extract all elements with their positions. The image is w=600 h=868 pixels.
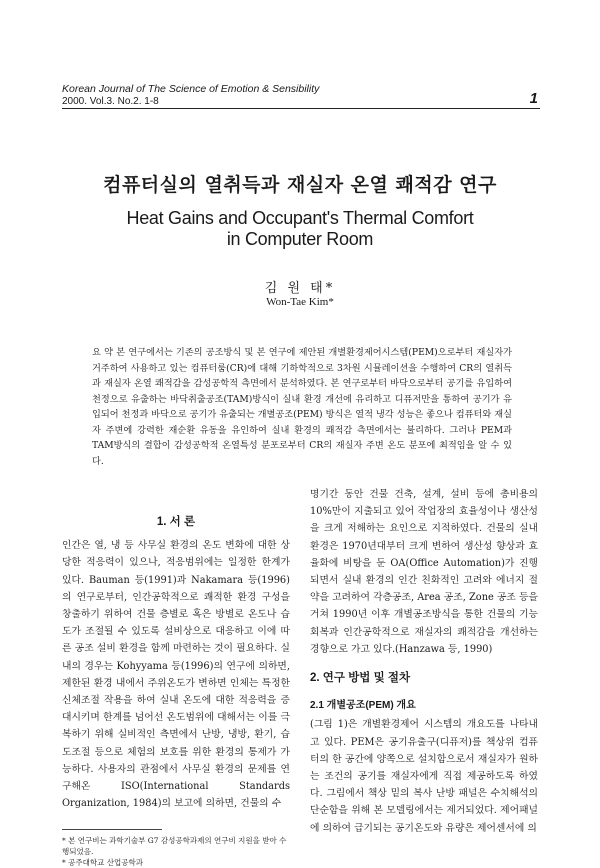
subsection-heading-pem: 2.1 개별공조(PEM) 개요 bbox=[310, 700, 416, 712]
journal-issue: 2000. Vol.3. No.2. 1-8 bbox=[62, 96, 159, 107]
footnotes bbox=[62, 835, 290, 868]
footnote-affiliation: * 공주대학교 산업공학과 bbox=[62, 858, 143, 867]
abstract: 요 약 본 연구에서는 기존의 공조방식 및 본 연구에 제안된 개별환경제어시스템(PEM)으로부터 재실자가 거주하여 사용하고 있는 컴퓨터룸(CR)에 대해 기하학적으로 3차원 시뮬레이션을 수행하여 CR의 열취득과 재실자 온열 쾌적감을 감성공학적 측면에서 분석하였다. 본 연구로부터 바닥으로부터 공기를 유입하여 천정으로 유출하는 바닥취출공조(TAM)방식이 실내 환경 개선에 유리하고 디퓨저만을 통하여 공기가 유입되어 천정과 바닥으로 공기가 유출되는 개별공조(PEM) 방식은 열적 냉각 성능은 좋으나 컴퓨터와 재실자 주변에 강력한 재순환 유동을 유인하여 실내 환경의 쾌적감 측면에서는 불리하다. 그러나 PEM과 TAM방식의 결합이 감성공학적 온열특성 분포로부터 CR의 재실자 주변 온도 분포에 최적임을 알 수 있다. bbox=[92, 347, 512, 467]
author-name-korean: 김 원 태* bbox=[264, 281, 336, 296]
section-heading-introduction: 1. 서 론 bbox=[156, 516, 196, 528]
body-paragraph: (그림 1)은 개별환경제어 시스템의 개요도를 나타내고 있다. PEM은 공기유출구(디퓨저)를 책상위 컴퓨터의 한 공간에 양쪽으로 설치함으로서 재실자가 원하는 조건의 공기를 재실자에게 직접 제공하도록 하였다. 그림에서 책상 밑의 복사 난방 패널은 수치해석의 단순함을 위해 본 모델링에서는 제거되었다. 제어패널에 의하여 급기되는 공기온도와 유량은 제어센서에 의 bbox=[310, 719, 538, 834]
left-column bbox=[62, 514, 290, 812]
section-heading-methods: 2. 연구 방법 및 절차 bbox=[310, 672, 411, 685]
right-column bbox=[310, 486, 538, 837]
paper-title-english-line2: in Computer Room bbox=[226, 229, 374, 249]
paper-title-korean: 컴퓨터실의 열취득과 재실자 온열 쾌적감 연구 bbox=[103, 174, 497, 196]
author-name-english: Won-Tae Kim* bbox=[266, 296, 334, 308]
page-number: 1 bbox=[529, 90, 538, 107]
header-divider bbox=[62, 108, 540, 109]
paper-title-english-line1: Heat Gains and Occupant's Thermal Comfort bbox=[126, 208, 474, 228]
body-paragraph: 인간은 열, 냉 등 사무실 환경의 온도 변화에 대한 상당한 적응력이 있으나, 적응범위에는 일정한 한계가 있다. Bauman 등(1991)과 Nakamara 등(1996)의 연구로부터, 인간공학적으로 쾌적한 환경 구성을 창출하기 위하여 건물 층별로 혹은 방별로 온도나 습도가 조절될 수 있도록 설비상으로 대응하고 이에 따른 공조 설비 환경을 함께 마련하는 것이 필요하다. 실내의 경우는 Kohyyama 등(1996)의 연구에 의하면, 제한된 환경 내에서 주위온도가 변하면 인체는 특정한 신체조절 작용을 하여 실내 온도에 대한 적응력을 증대시키며 한계를 넘어선 온도범위에 대해서는 이를 극복하기 위해 실비적인 측면에서 난방, 냉방, 환기, 습도조절 등으로 체험의 보호를 위한 환경의 통제가 가능하다. 사용자의 관점에서 사무실 환경의 문제를 연구해온 ISO(International Standards Organization, 1984)의 보고에 의하면, 건물의 수 bbox=[62, 540, 290, 810]
footnote-divider bbox=[62, 829, 162, 830]
footnote-funding: * 본 연구비는 과학기술부 G7 감성공학과제의 연구비 지원을 받아 수행되었음. bbox=[62, 836, 287, 856]
body-paragraph: 명기간 동안 건물 건축, 설계, 설비 등에 총비용의 10%만이 지출되고 있어 작업장의 효율성이나 생산성을 크게 저해하는 요인으로 지적하였다. 건물의 실내 환경은 1970년대부터 크게 변하여 생산성 향상과 효율화에 비탕을 둔 OA(Office Automation)가 진행되면서 실내 환경의 인간 친화적인 고려와 에너지 절약을 고려하여 각층공조, Area 공조, Zone 공조 등을 거쳐 1990년 이후 개별공조방식을 통한 건물의 기능 회복과 인간공학적으로 재실자의 쾌적감을 개선하는 경향으로 가고 있다.(Hanzawa 등, 1990) bbox=[310, 489, 538, 655]
journal-title: Korean Journal of The Science of Emotion & Sensibility bbox=[62, 83, 320, 95]
